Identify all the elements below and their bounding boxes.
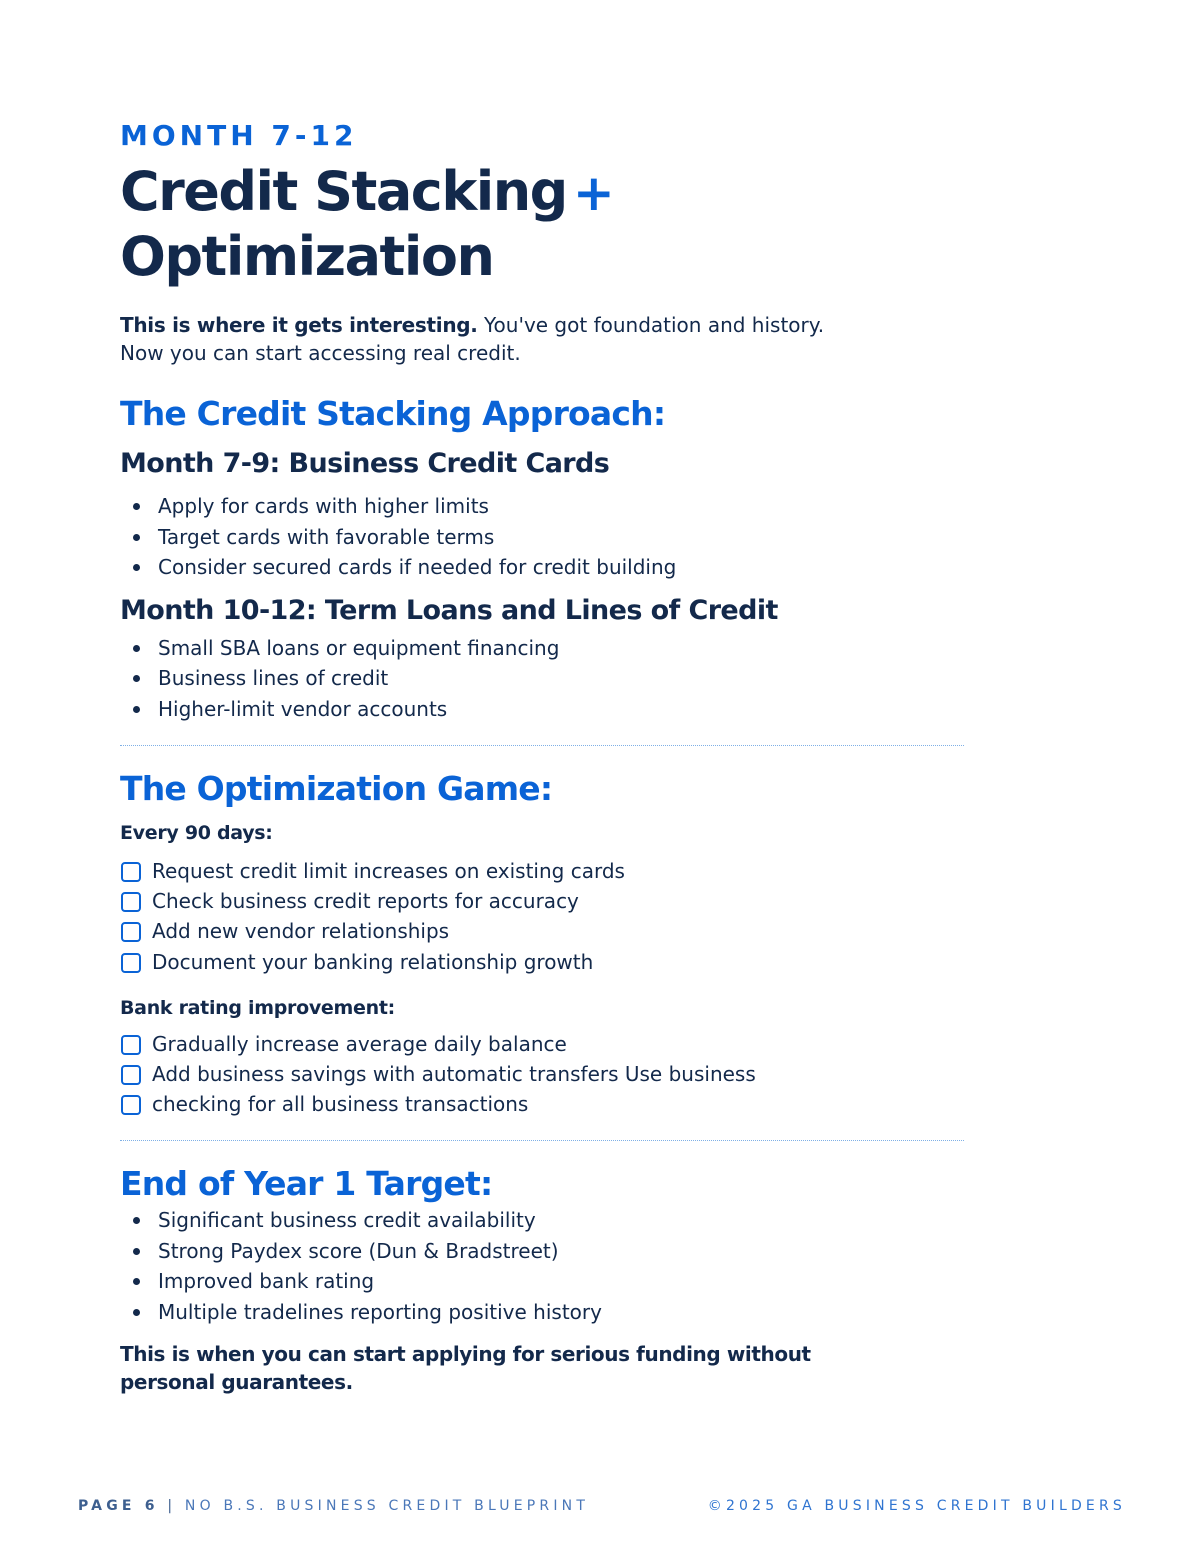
- bullet-dot: [133, 706, 140, 713]
- checkbox-icon[interactable]: [121, 1035, 141, 1055]
- bullet-dot: [133, 1217, 140, 1224]
- list-item-text: Small SBA loans or equipment financing: [158, 635, 560, 660]
- checklist-item: [120, 1029, 980, 1059]
- checklist-item: [120, 1059, 980, 1089]
- checklist-item-text: Add new vendor relationships: [152, 919, 450, 944]
- stacking-heading: The Credit Stacking Approach:: [120, 394, 666, 433]
- intro-line-2: Now you can start accessing real credit.: [120, 341, 521, 365]
- section-divider: [120, 745, 964, 746]
- list-item-text: Significant business credit availability: [158, 1208, 536, 1233]
- list-item: [120, 663, 980, 694]
- page-title: [120, 160, 980, 289]
- list-item-text: Strong Paydex score (Dun & Bradstreet): [158, 1238, 559, 1263]
- list-item: [120, 552, 980, 583]
- checkbox-icon[interactable]: [121, 1065, 141, 1085]
- checklist-item-text: Gradually increase average daily balance: [152, 1031, 567, 1056]
- section-divider: [120, 1140, 964, 1141]
- list-item-text: Improved bank rating: [158, 1269, 375, 1294]
- bullet-dot: [133, 534, 140, 541]
- intro-paragraph: [120, 311, 980, 367]
- phase1-heading: Month 7-9: Business Credit Cards: [120, 448, 610, 479]
- bullet-dot: [133, 1309, 140, 1316]
- page-number: PAGE 6: [78, 1498, 159, 1514]
- bullet-dot: [133, 645, 140, 652]
- closing-statement: This is when you can start applying for serious funding without personal guarantees.: [120, 1342, 811, 1395]
- checklist-item-text: Document your banking relationship growth: [152, 949, 594, 974]
- optimization-heading: The Optimization Game:: [120, 769, 553, 808]
- every-90-days-label: Every 90 days:: [120, 822, 273, 844]
- list-item-text: Business lines of credit: [158, 666, 389, 690]
- bullet-dot: [133, 675, 140, 682]
- list-item-text: Multiple tradelines reporting positive history: [158, 1299, 602, 1324]
- section-eyebrow: MONTH 7-12: [120, 119, 358, 152]
- page-content: [120, 118, 980, 1396]
- checklist-item: [120, 856, 980, 886]
- every-90-days-checklist: [120, 856, 980, 977]
- bank-rating-label: Bank rating improvement:: [120, 996, 395, 1019]
- checklist-item: [120, 886, 980, 916]
- intro-text: You've got foundation and history.: [477, 313, 825, 337]
- document-title: NO B.S. BUSINESS CREDIT BLUEPRINT: [184, 1498, 590, 1514]
- list-item: [120, 1297, 980, 1328]
- phase2-heading: Month 10-12: Term Loans and Lines of Credit: [120, 594, 778, 626]
- list-item: [120, 1236, 980, 1267]
- target-list: [120, 1205, 980, 1327]
- title-line-1: Credit Stacking: [120, 160, 567, 223]
- phase1-list: [120, 491, 980, 583]
- list-item: [120, 694, 980, 725]
- checkbox-icon[interactable]: [121, 892, 141, 912]
- title-line-2: Optimization: [120, 225, 494, 288]
- footer-left: [78, 1496, 589, 1516]
- checkbox-icon[interactable]: [121, 953, 141, 973]
- title-plus-sign: +: [572, 164, 614, 222]
- intro-bold: This is where it gets interesting.: [120, 313, 478, 337]
- checklist-item-text: Request credit limit increases on existing cards: [152, 859, 625, 883]
- bullet-dot: [133, 564, 140, 571]
- list-item: [120, 1266, 980, 1297]
- list-item: [120, 633, 980, 664]
- bullet-dot: [133, 1278, 140, 1285]
- checklist-item: [120, 947, 980, 977]
- checkbox-icon[interactable]: [121, 862, 141, 882]
- list-item: [120, 491, 980, 522]
- checkbox-icon[interactable]: [121, 922, 141, 942]
- bank-rating-checklist: [120, 1029, 980, 1120]
- list-item: [120, 1205, 980, 1236]
- checklist-item-text: Check business credit reports for accuracy: [152, 889, 579, 914]
- bullet-dot: [133, 1248, 140, 1255]
- target-heading: End of Year 1 Target:: [120, 1164, 493, 1204]
- checklist-item-text: Add business savings with automatic transfers Use business: [152, 1062, 756, 1087]
- list-item-text: Target cards with favorable terms: [158, 524, 495, 549]
- footer-separator: |: [167, 1498, 177, 1514]
- checkbox-icon[interactable]: [121, 1095, 141, 1115]
- list-item-text: Consider secured cards if needed for credit building: [158, 555, 677, 579]
- list-item: [120, 522, 980, 553]
- footer-copyright: ©2025 GA BUSINESS CREDIT BUILDERS: [707, 1498, 1126, 1514]
- list-item-text: Apply for cards with higher limits: [158, 494, 489, 518]
- phase2-list: [120, 633, 980, 725]
- checklist-item-text: checking for all business transactions: [152, 1092, 529, 1117]
- bullet-dot: [133, 503, 140, 510]
- checklist-item: [120, 916, 980, 946]
- list-item-text: Higher-limit vendor accounts: [158, 696, 448, 721]
- checklist-item: [120, 1089, 980, 1119]
